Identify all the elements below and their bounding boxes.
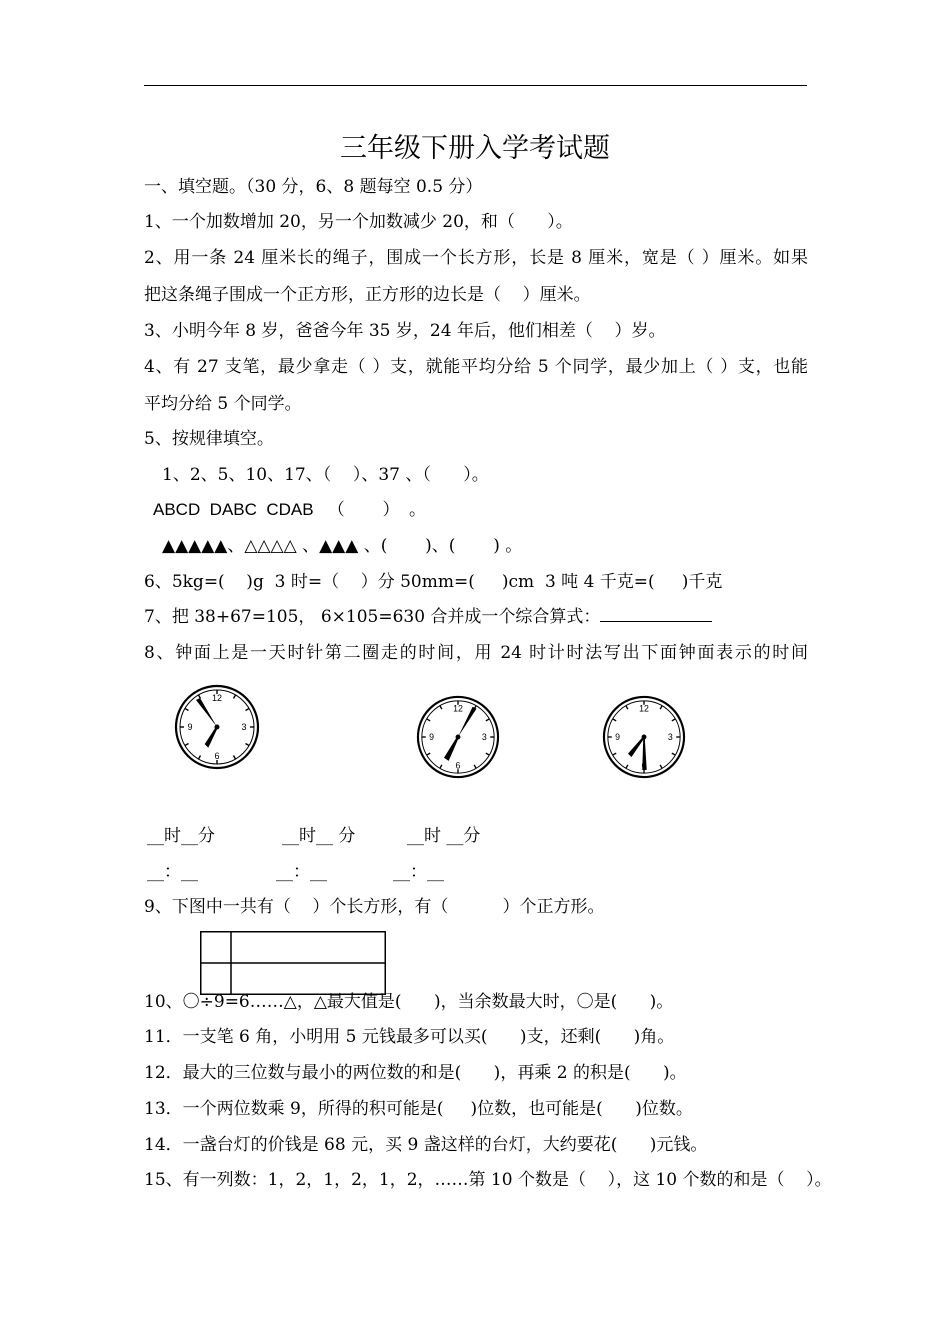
numeral-12: 12: [639, 703, 649, 714]
numeral-12: 12: [453, 703, 463, 714]
question-14: 14．一盏台灯的价钱是 68 元，买 9 盏这样的台灯，大约要花( )元钱。: [144, 1135, 708, 1155]
question-12: 12．最大的三位数与最小的两位数的和是( )，再乘 2 的积是( )。: [144, 1063, 687, 1083]
numeral-3: 3: [481, 731, 487, 742]
clock-2-answer: __时__ 分: [282, 826, 356, 846]
numeral-9: 9: [615, 731, 621, 742]
rectangle-figure: [200, 931, 386, 995]
numeral-3: 3: [241, 722, 247, 732]
clock-1: [174, 684, 260, 770]
numeral-3: 3: [667, 731, 673, 742]
numeral-9: 9: [187, 722, 193, 732]
question-8: 8、钟面上是一天时针第二圈走的时间，用 24 时计时法写出下面钟面表示的时间: [144, 643, 808, 663]
question-4-line-1: 4、有 27 支笔，最少拿走（ ）支，就能平均分给 5 个同学，最少加上（ ）支，也能: [144, 357, 808, 377]
clock-1-answer-24h: __：__: [147, 862, 198, 882]
question-2-line-1: 2、用一条 24 厘米长的绳子，围成一个长方形，长是 8 厘米，宽是（ ）厘米。如果: [144, 248, 808, 268]
header-rule: [144, 85, 807, 86]
clock-3: [602, 695, 686, 779]
numeral-9: 9: [429, 731, 435, 742]
question-3: 3、小明今年 8 岁，爸爸今年 35 岁，24 年后，他们相差（ ）岁。: [144, 321, 666, 341]
question-11: 11．一支笔 6 角，小明用 5 元钱最多可以买( )支，还剩( )角。: [144, 1027, 675, 1047]
question-6: 6、5kg=( )g 3 时=（ ）分 50mm=( )cm 3 吨 4 千克=( )千克: [144, 572, 723, 592]
question-10: 10、〇÷9=6……△，△最大值是( )，当余数最大时，〇是( )。: [144, 992, 674, 1012]
clock-2: [416, 695, 500, 779]
numeral-12: 12: [211, 693, 223, 703]
question-5-sequence-3: ▲▲▲▲▲、△△△△ 、▲▲▲ 、( )、( ) 。: [162, 536, 523, 556]
question-1: 1、一个加数增加 20，另一个加数减少 20，和（ ）。: [144, 212, 573, 232]
clock-3-answer: __时 __分: [407, 826, 481, 846]
question-15: 15、有一列数：1，2，1，2，1，2，……第 10 个数是（ ），这 10 个数的和是（ ）。: [144, 1170, 832, 1190]
section-heading: 一、填空题。（30 分，6、8 题每空 0.5 分）: [144, 177, 483, 197]
question-4-line-2: 平均分给 5 个同学。: [144, 394, 302, 414]
answer-blank: [600, 605, 712, 622]
page-title: 三年级下册入学考试题: [340, 133, 610, 164]
question-7-text: 7、把 38+67=105， 6×105=630 合并成一个综合算式：: [144, 607, 601, 627]
clock-1-answer: __时__分: [147, 826, 215, 846]
question-7: [144, 605, 712, 629]
clock-2-answer-24h: __：__: [276, 862, 327, 882]
question-13: 13．一个两位数乘 9，所得的积可能是( )位数，也可能是( )位数。: [144, 1099, 693, 1119]
question-5-sequence-1: 1、2、5、10、17、（ ）、37 、（ ）。: [162, 465, 489, 485]
numeral-6: 6: [455, 760, 461, 771]
numeral-6: 6: [214, 751, 220, 761]
clock-3-answer-24h: __：__: [393, 862, 444, 882]
question-5: 5、按规律填空。: [144, 429, 274, 449]
question-5-sequence-2: ABCD DABC CDAB （ ） 。: [153, 500, 426, 519]
question-9: 9、下图中一共有（ ）个长方形，有（ ）个正方形。: [144, 897, 605, 917]
question-2-line-2: 把这条绳子围成一个正方形，正方形的边长是（ ）厘米。: [144, 285, 591, 305]
